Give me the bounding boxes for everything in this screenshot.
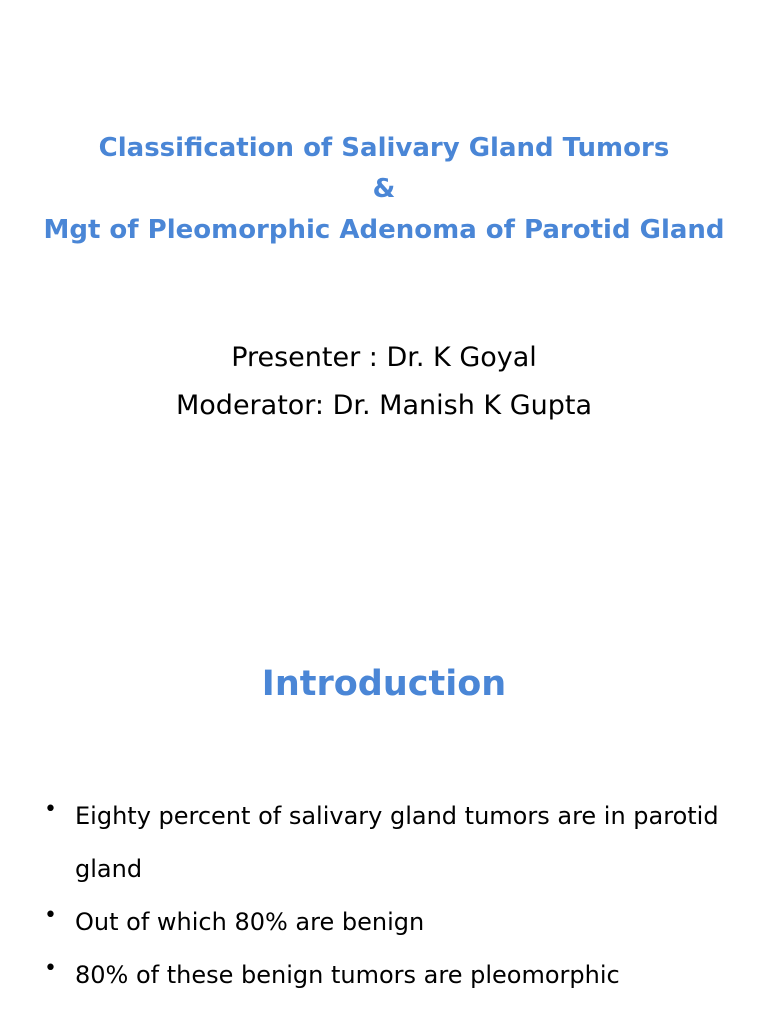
list-item — [44, 949, 744, 1002]
title-line-2: & — [372, 174, 396, 204]
list-item — [44, 896, 744, 949]
title-line-1: Classification of Salivary Gland Tumors — [98, 133, 670, 163]
bullet-icon: • — [44, 797, 57, 822]
list-item — [44, 790, 744, 896]
bullet-text: 80% of these benign tumors are pleomorphic — [75, 961, 620, 989]
presenter-line: Presenter : Dr. K Goyal — [231, 342, 537, 373]
credits-block — [0, 334, 768, 430]
moderator-line: Moderator: Dr. Manish K Gupta — [175, 390, 592, 421]
slide-title — [20, 128, 748, 251]
bullet-text: Eighty percent of salivary gland tumors are in parotid gland — [75, 802, 719, 883]
introduction-heading: Introduction — [261, 664, 507, 704]
bullet-icon: • — [44, 956, 57, 981]
title-line-3: Mgt of Pleomorphic Adenoma of Parotid Gland — [43, 215, 725, 245]
bullet-icon: • — [44, 903, 57, 928]
bullet-text: Out of which 80% are benign — [75, 908, 425, 936]
introduction-bullet-list — [44, 796, 744, 1008]
